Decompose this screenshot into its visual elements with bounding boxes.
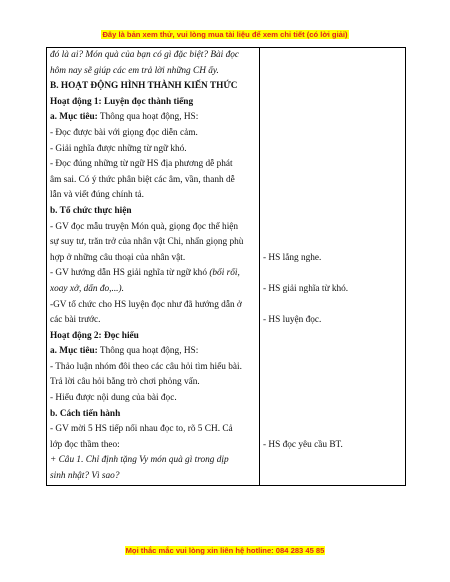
activity-2-goal: [50, 344, 256, 360]
student-response: - HS luyện đọc.: [263, 315, 322, 326]
step-line: lớp đọc thầm theo:: [50, 439, 120, 450]
organization-heading: b. Tổ chức thực hiện: [50, 205, 132, 216]
goal-item: - Giải nghĩa được những từ ngữ khó.: [50, 143, 187, 154]
table-row: [47, 48, 406, 486]
vocab-list: (bối rối,: [209, 268, 240, 279]
step-text: - GV hướng dẫn HS giải nghĩa từ ngữ khó: [50, 268, 210, 279]
activity-1-title: Hoạt động 1: Luyện đọc thành tiếng: [50, 96, 194, 107]
goal-item-cont: âm sai. Có ý thức phân biệt các âm, vần, thanh dễ: [50, 174, 235, 185]
goal-item-cont: lẫn và viết đúng chính tả.: [50, 190, 144, 201]
activity-1-goal: [50, 110, 256, 126]
hotline-text: Mọi thắc mắc vui lòng xin liên hệ hotline: 084 283 45 85: [125, 546, 325, 555]
preview-notice-text: Đây là bản xem thử, vui lòng mua tài liệu để xem chi tiết (có lời giải): [102, 30, 348, 39]
activity-2-title: Hoạt động 2: Đọc hiểu: [50, 330, 139, 341]
question-line: sinh nhật? Vì sao?: [50, 471, 120, 482]
student-response: - HS đọc yêu cầu BT.: [263, 439, 343, 450]
step-line: -GV tổ chức cho HS luyện đọc như đã hướng dẫn ở: [50, 299, 242, 310]
step-line: [50, 266, 256, 282]
goal-text: Thông qua hoạt động, HS:: [97, 346, 199, 357]
vocab-list-cont: xoay xở, dấn đo,...).: [50, 283, 124, 294]
goal-label: a. Mục tiêu:: [50, 112, 98, 123]
intro-question-line: hôm nay sẽ giúp các em trả lời những CH ấy.: [50, 65, 219, 76]
student-response: - HS lắng nghe.: [263, 252, 322, 263]
question-line: + Câu 1. Chỉ định tặng Vy món quà gì trong dịp: [50, 455, 229, 466]
teacher-activities-cell: [47, 48, 260, 486]
preview-notice-banner: [0, 30, 450, 39]
step-line: - GV đọc mẫu truyện Món quà, giọng đọc thể hiện: [50, 221, 239, 232]
method-heading: b. Cách tiến hành: [50, 408, 121, 419]
goal-item: - Thảo luận nhóm đôi theo các câu hỏi tìm hiểu bài.: [50, 361, 242, 372]
goal-item: - Đọc đúng những từ ngữ HS địa phương dễ phát: [50, 159, 233, 170]
step-line: - GV mời 5 HS tiếp nối nhau đọc to, rõ 5 CH. Cả: [50, 424, 233, 435]
goal-item: - Hiểu được nội dung của bài đọc.: [50, 393, 177, 404]
goal-text: Thông qua hoạt động, HS:: [97, 112, 199, 123]
lesson-plan-table: [46, 47, 406, 486]
step-line: sự suy tư, trăn trở của nhân vật Chi, nhấn giọng phù: [50, 237, 244, 248]
section-heading: B. HOẠT ĐỘNG HÌNH THÀNH KIẾN THỨC: [50, 81, 238, 92]
goal-item-cont: Trả lời câu hỏi bằng trò chơi phỏng vấn.: [50, 377, 200, 388]
goal-label: a. Mục tiêu:: [50, 346, 98, 357]
student-activities-cell: [260, 48, 406, 486]
intro-question-line: đó là ai? Món quà của bạn có gì đặc biệt? Bài đọc: [50, 50, 240, 60]
step-line: các bài trước.: [50, 315, 101, 326]
step-line: hợp ở những câu thoại của nhân vật.: [50, 252, 186, 263]
goal-item: - Đọc được bài với giọng đọc diễn cảm.: [50, 127, 198, 138]
hotline-banner: [0, 546, 450, 555]
student-response: - HS giải nghĩa từ khó.: [263, 283, 349, 294]
